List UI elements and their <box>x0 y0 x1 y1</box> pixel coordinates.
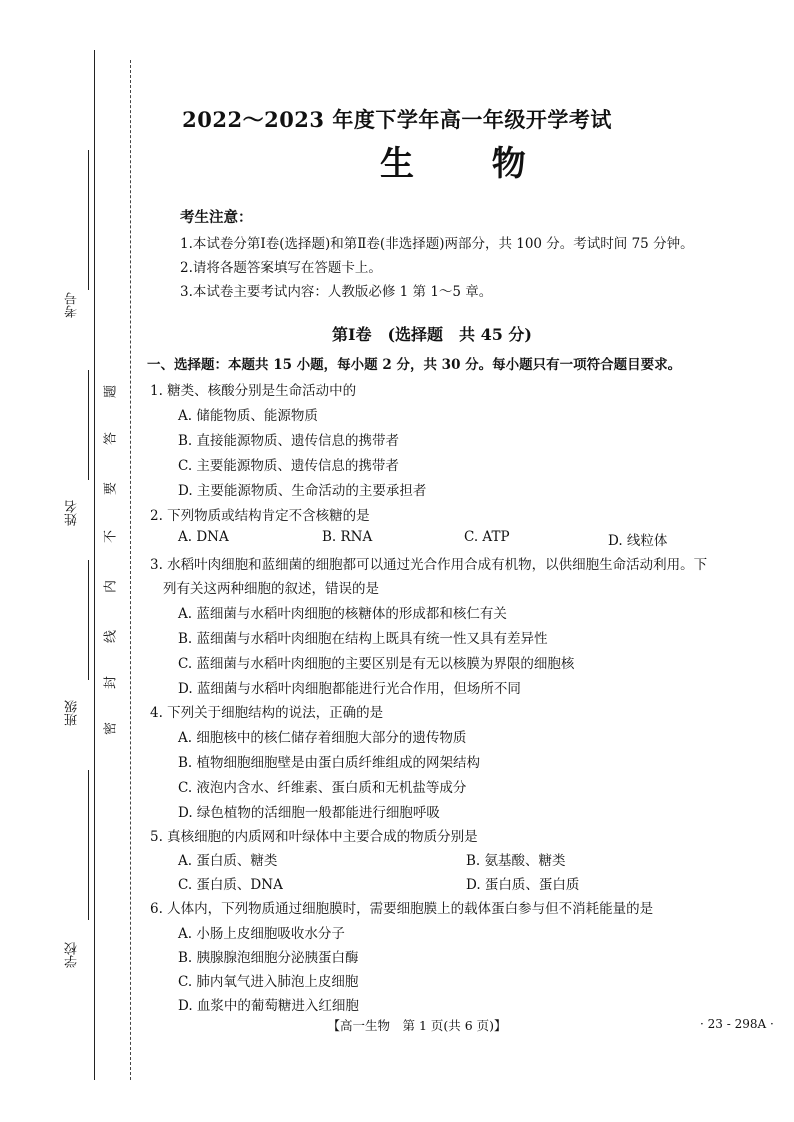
option-d: D. 主要能源物质、生命活动的主要承担者 <box>178 483 427 499</box>
question-stem: 3. 水稻叶肉细胞和蓝细菌的细胞都可以通过光合作用合成有机物，以供细胞生命活动利用。下 <box>150 557 708 573</box>
notice-item: 2.请将各题答案填写在答题卡上。 <box>180 260 382 276</box>
question-stem-continued: 列有关这两种细胞的叙述，错误的是 <box>163 581 379 597</box>
option-c: C. ATP <box>464 529 510 545</box>
subject-char-1: 生 <box>380 144 414 184</box>
option-d: D. 绿色植物的活细胞一般都能进行细胞呼吸 <box>178 805 440 821</box>
exam-title: 2022～2023 年度下学年高一年级开学考试 <box>182 107 612 132</box>
subject-title <box>380 136 526 185</box>
option-b: B. 氨基酸、糖类 <box>466 853 566 869</box>
field-label-school: 学校 <box>65 942 80 968</box>
seal-char: 线 <box>103 630 119 644</box>
question-stem: 4. 下列关于细胞结构的说法，正确的是 <box>150 705 384 721</box>
question-stem: 6. 人体内，下列物质通过细胞膜时，需要细胞膜上的载体蛋白参与但不消耗能量的是 <box>150 901 654 917</box>
seal-char: 要 <box>103 482 119 496</box>
notice-item: 1.本试卷分第Ⅰ卷(选择题)和第Ⅱ卷(非选择题)两部分，共 100 分。考试时间 75 分钟。 <box>180 236 694 252</box>
section-title: 第Ⅰ卷 (选择题 共 45 分) <box>331 325 533 344</box>
seal-char: 答 <box>103 432 119 446</box>
field-line-school <box>88 770 89 920</box>
option-d: D. 血浆中的葡萄糖进入红细胞 <box>178 998 359 1014</box>
option-c: C. 蛋白质、DNA <box>178 877 283 893</box>
option-b: B. 胰腺腺泡细胞分泌胰蛋白酶 <box>178 950 359 966</box>
option-a: A. 细胞核中的核仁储存着细胞大部分的遗传物质 <box>178 730 467 746</box>
seal-char: 不 <box>103 530 119 544</box>
notice-heading: 考生注意： <box>180 209 253 226</box>
option-c: C. 液泡内含水、纤维素、蛋白质和无机盐等成分 <box>178 780 467 796</box>
option-c: C. 主要能源物质、遗传信息的携带者 <box>178 458 399 474</box>
question-stem: 5. 真核细胞的内质网和叶绿体中主要合成的物质分别是 <box>150 829 478 845</box>
option-a: A. DNA <box>178 529 229 545</box>
seal-char: 封 <box>103 676 119 690</box>
option-d: D. 线粒体 <box>608 533 668 549</box>
page-footer: 【高一生物 第 1 页(共 6 页)】 <box>327 1018 507 1033</box>
subject-char-2: 物 <box>491 144 526 184</box>
seal-char: 题 <box>103 385 119 399</box>
seal-char: 密 <box>103 722 119 736</box>
option-a: A. 小肠上皮细胞吸收水分子 <box>178 926 345 942</box>
seal-char: 内 <box>103 580 119 594</box>
option-d: D. 蛋白质、蛋白质 <box>466 877 580 893</box>
field-label-class: 班级 <box>65 700 80 726</box>
field-line-exam-no <box>88 150 89 290</box>
option-d: D. 蓝细菌与水稻叶肉细胞都能进行光合作用，但场所不同 <box>178 681 521 697</box>
option-b: B. RNA <box>322 529 373 545</box>
option-b: B. 蓝细菌与水稻叶肉细胞在结构上既具有统一性又具有差异性 <box>178 631 548 647</box>
binding-line-inner <box>130 60 131 1080</box>
option-b: B. 植物细胞细胞壁是由蛋白质纤维组成的网架结构 <box>178 755 481 771</box>
option-a: A. 蓝细菌与水稻叶肉细胞的核糖体的形成都和核仁有关 <box>178 606 507 622</box>
option-a: A. 蛋白质、糖类 <box>178 853 278 869</box>
option-a: A. 储能物质、能源物质 <box>178 408 318 424</box>
option-c: C. 蓝细菌与水稻叶肉细胞的主要区别是有无以核膜为界限的细胞核 <box>178 656 575 672</box>
part-heading: 一、选择题：本题共 15 小题，每小题 2 分，共 30 分。每小题只有一项符合题目要求。 <box>147 357 682 373</box>
field-line-name <box>88 370 89 480</box>
option-c: C. 肺内氧气进入肺泡上皮细胞 <box>178 974 359 990</box>
field-label-exam-no: 考号 <box>65 292 80 318</box>
field-line-class <box>88 560 89 680</box>
binding-line-outer <box>94 50 95 1080</box>
question-stem: 2. 下列物质或结构肯定不含核糖的是 <box>150 508 370 524</box>
notice-item: 3.本试卷主要考试内容：人教版必修 1 第 1～5 章。 <box>180 284 493 300</box>
paper-code: · 23 - 298A · <box>700 1017 774 1031</box>
field-label-name: 姓名 <box>65 500 80 526</box>
question-stem: 1. 糖类、核酸分别是生命活动中的 <box>150 383 357 399</box>
option-b: B. 直接能源物质、遗传信息的携带者 <box>178 433 400 449</box>
